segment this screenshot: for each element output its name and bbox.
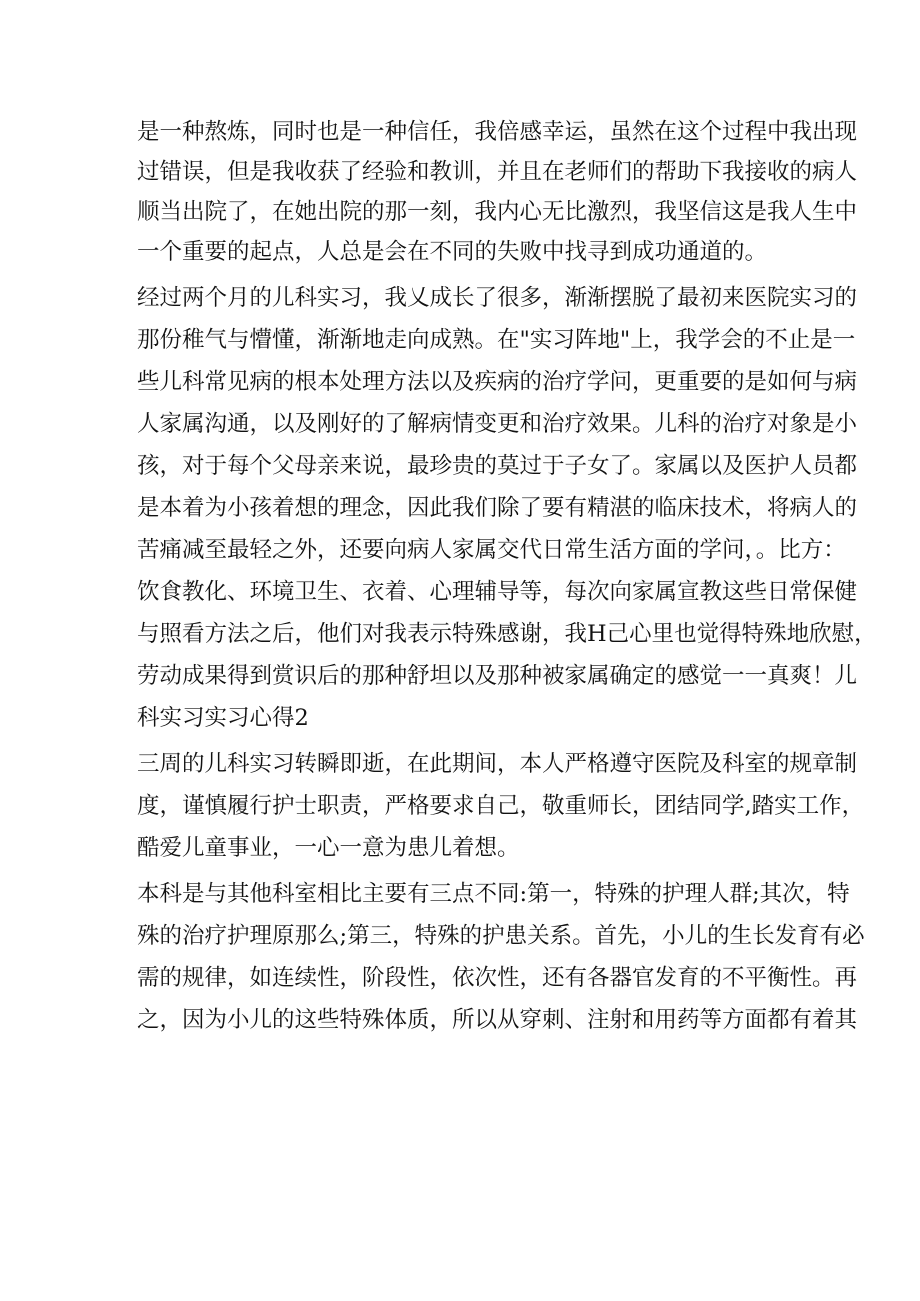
paragraph-3-line-1: 三周的儿科实习转瞬即逝，在此期间，本人严格遵守医院及科室的规章制 bbox=[137, 751, 858, 777]
paragraph-2-line-7: 苦痛减至最轻之外，还要向病人家属交代日常生活方面的学问，。比方： bbox=[137, 537, 846, 563]
paragraph-2-line-1: 经过两个月的儿科实习，我乂成长了很多，渐渐摆脱了最初来医院实习的 bbox=[137, 285, 858, 311]
paragraph-2-line-6: 是本着为小孩着想的理念，因此我们除了要有精湛的临床技术，将病人的 bbox=[137, 495, 858, 521]
paragraph-4-line-4: 之，因为小儿的这些特殊体质，所以从穿刺、注射和用药等方面都有着其 bbox=[137, 1007, 858, 1033]
paragraph-2-line-11: 科实习实习心得2 bbox=[137, 705, 309, 731]
paragraph-4-line-3: 需的规律，如连续性，阶段性，依次性，还有各器官发育的不平衡性。再 bbox=[137, 965, 858, 991]
paragraph-2-line-4: 人家属沟通，以及刚好的了解病情变更和治疗效果。儿科的治疗对象是小 bbox=[137, 411, 858, 437]
paragraph-3-line-2: 度，谨慎履行护士职责，严格要求自己，敬重师长，团结同学,踏实工作， bbox=[137, 793, 865, 819]
paragraph-2-line-9: 与照看方法之后，他们对我表示特殊感谢，我H己心里也觉得特殊地欣慰， bbox=[137, 621, 877, 647]
paragraph-1-line-2: 过错误，但是我收获了经验和教训，并且在老师们的帮助下我接收的病人 bbox=[137, 159, 858, 185]
paragraph-4-line-2: 殊的治疗护理原那么;第三，特殊的护患关系。首先，小儿的生长发育有必 bbox=[137, 923, 865, 949]
paragraph-2-line-8: 饮食教化、环境卫生、衣着、心理辅导等，每次向家属宣教这些日常保健 bbox=[137, 579, 858, 605]
paragraph-1-line-1: 是一种熬炼，同时也是一种信任，我倍感幸运，虽然在这个过程中我出现 bbox=[137, 119, 858, 145]
paragraph-3-line-3: 酷爱儿童事业，一心一意为患儿着想。 bbox=[137, 835, 520, 861]
paragraph-2-line-10: 劳动成果得到赏识后的那种舒坦以及那种被家属确定的感觉一一真爽！儿 bbox=[137, 663, 858, 689]
paragraph-1-line-3: 顺当出院了，在她出院的那一刻，我内心无比激烈，我坚信这是我人生中 bbox=[137, 199, 858, 225]
paragraph-2-line-2: 那份稚气与懵懂，渐渐地走向成熟。在"实习阵地"上，我学会的不止是一 bbox=[137, 327, 856, 353]
paragraph-2-line-3: 些儿科常见病的根本处理方法以及疾病的治疗学问，更重要的是如何与病 bbox=[137, 369, 858, 395]
paragraph-2-line-5: 孩，对于每个父母亲来说，最珍贵的莫过于子女了。家属以及医护人员都 bbox=[137, 453, 858, 479]
paragraph-4-line-1: 本科是与其他科室相比主要有三点不同:第一，特殊的护理人群;其次，特 bbox=[137, 881, 850, 907]
paragraph-1-line-4: 一个重要的起点，人总是会在不同的失败中找寻到成功通道的。 bbox=[137, 239, 768, 265]
